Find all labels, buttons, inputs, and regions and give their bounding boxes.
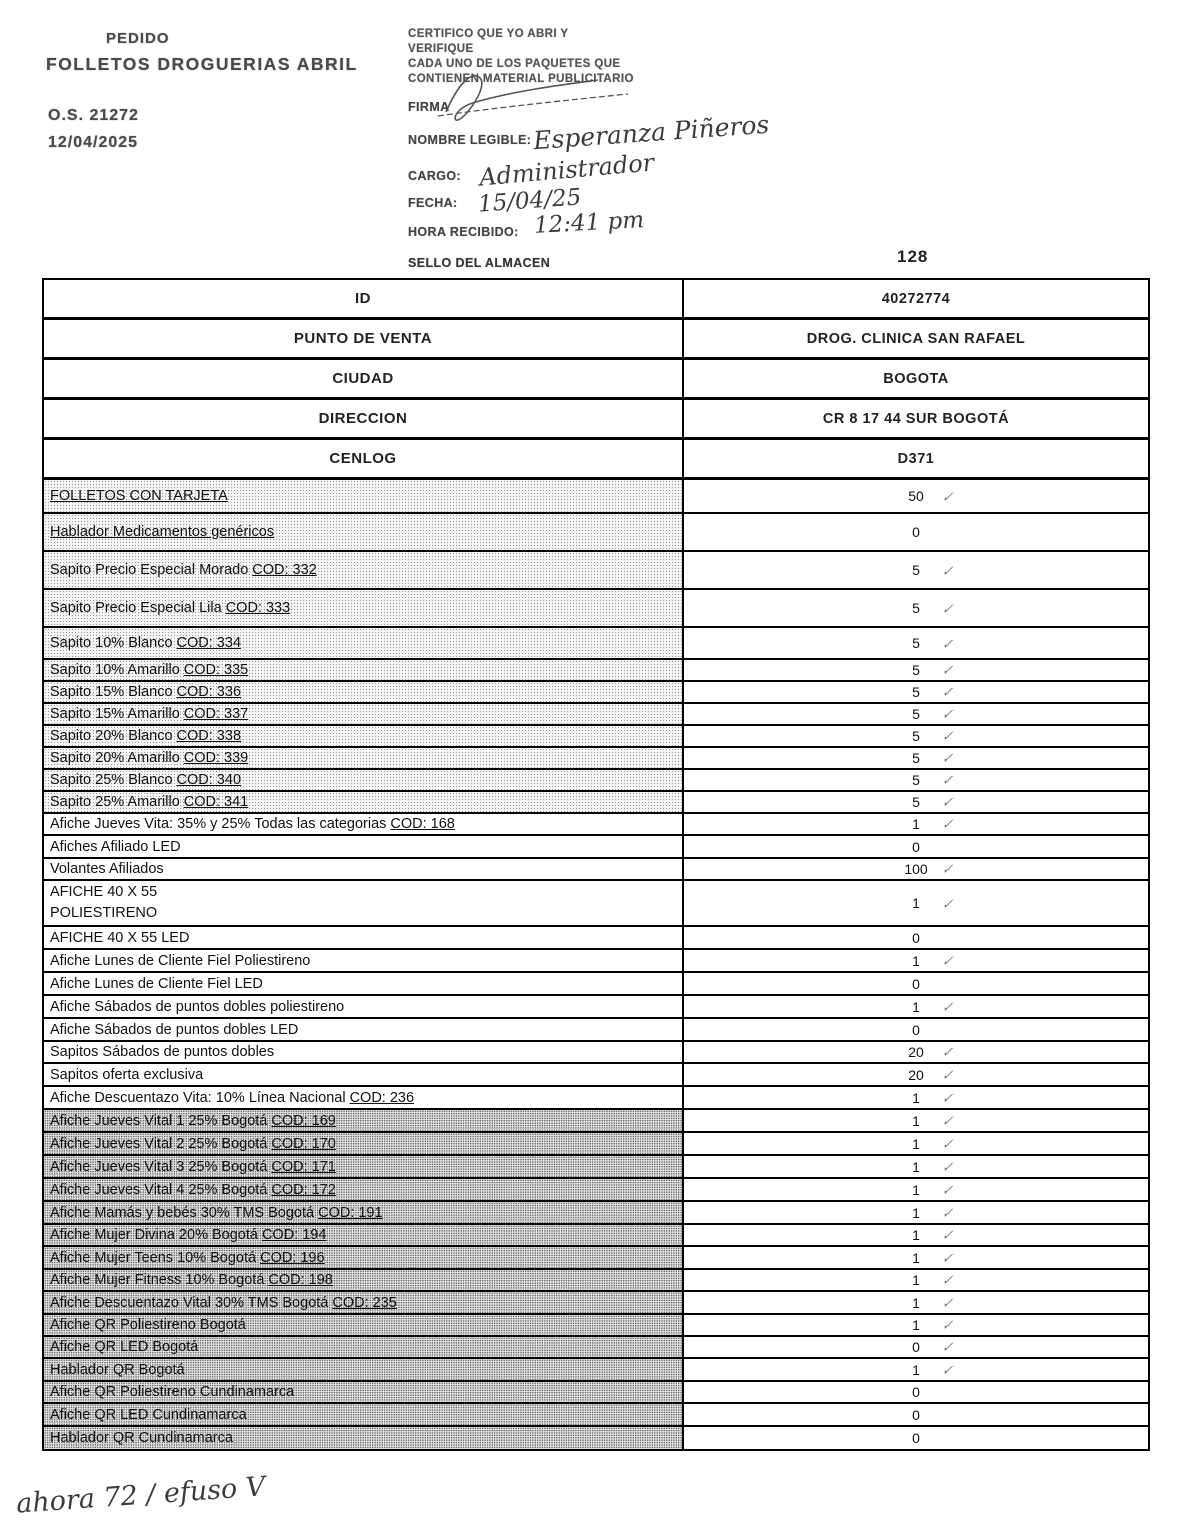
item-cod: COD: 198 (268, 1272, 333, 1288)
item-quantity-cell (682, 859, 1148, 879)
table-row (44, 1315, 1148, 1337)
item-name: AFICHE 40 X 55 LED (50, 929, 190, 946)
item-quantity-cell (682, 682, 1148, 702)
item-quantity-cell (682, 514, 1148, 550)
item-name: Afiches Afiliado LED (50, 838, 181, 855)
item-quantity-cell (682, 1404, 1148, 1425)
item-cod: COD: 336 (176, 684, 242, 700)
item-name: Afiche QR LED Cundinamarca (44, 1404, 682, 1425)
item-quantity: 1 (912, 1158, 920, 1175)
item-quantity-cell (682, 973, 1148, 994)
handwritten-check-icon: ✓ (941, 999, 954, 1016)
handwritten-check-icon: ✓ (941, 750, 954, 768)
table-row (44, 1019, 1148, 1042)
item-quantity: 0 (912, 929, 920, 946)
sello-almacen-label: SELLO DEL ALMACEN (408, 256, 551, 270)
signature-scribble-icon (428, 64, 668, 124)
info-value: DROG. CLINICA SAN RAFAEL (682, 320, 1148, 357)
handwritten-check-icon: ✓ (941, 1113, 954, 1130)
document-type: PEDIDO (106, 30, 170, 47)
item-quantity-cell (682, 1042, 1148, 1062)
item-name: Afiche QR Poliestireno Cundinamarca (44, 1382, 682, 1402)
item-quantity: 1 (912, 1181, 920, 1198)
item-cod: COD: 333 (225, 600, 291, 616)
item-quantity-cell (682, 927, 1148, 948)
item-cod: COD: 335 (183, 662, 249, 678)
fecha-label: FECHA: (408, 196, 458, 210)
handwritten-check-icon: ✓ (941, 1250, 954, 1267)
item-quantity: 1 (912, 952, 920, 969)
item-name: Afiche Jueves Vital 2 25% Bogotá COD: 170 (44, 1133, 682, 1154)
table-row (44, 660, 1148, 682)
item-quantity-cell (682, 1315, 1148, 1335)
table-row (44, 1087, 1148, 1110)
item-quantity: 0 (912, 838, 920, 855)
item-name: Volantes Afiliados (50, 861, 164, 877)
item-quantity: 0 (912, 1021, 920, 1038)
item-quantity: 0 (912, 1339, 920, 1355)
item-quantity: 5 (912, 635, 920, 651)
item-quantity-cell (682, 1359, 1148, 1380)
item-name: Sapitos oferta exclusiva (50, 1066, 204, 1083)
item-name: Afiche QR Poliestireno Bogotá (44, 1315, 682, 1335)
item-quantity: 5 (912, 750, 920, 766)
table-row (44, 1064, 1148, 1087)
item-quantity: 1 (912, 1204, 920, 1221)
item-quantity: 20 (908, 1066, 924, 1083)
handwritten-check-icon: ✓ (941, 1090, 954, 1107)
item-name: Hablador QR Bogotá (44, 1359, 682, 1380)
item-cod: COD: 171 (271, 1158, 336, 1175)
item-quantity-cell (682, 628, 1148, 658)
handwritten-check-icon: ✓ (941, 953, 954, 970)
item-quantity-cell (682, 770, 1148, 790)
certification-line: CADA UNO DE LOS PAQUETES QUE (408, 58, 621, 70)
item-name: Sapito 25% Blanco COD: 340 (44, 770, 682, 790)
nombre-handwritten-value: Esperanza Piñeros (532, 109, 771, 156)
table-row (44, 748, 1148, 770)
item-name: Afiche Jueves Vital 3 25% Bogotá COD: 171 (44, 1156, 682, 1177)
item-cod: COD: 196 (260, 1249, 325, 1266)
handwritten-check-icon: ✓ (941, 1362, 954, 1379)
handwritten-check-icon: ✓ (941, 1136, 954, 1153)
item-quantity-cell (682, 1225, 1148, 1245)
item-quantity-cell (682, 792, 1148, 812)
item-quantity: 5 (912, 706, 920, 722)
table-row (44, 859, 1148, 881)
item-quantity-cell (682, 1087, 1148, 1108)
item-quantity: 1 (912, 1227, 920, 1243)
item-name: AFICHE 40 X 55 POLIESTIRENO (50, 884, 158, 921)
item-name: Afiche Mujer Divina 20% Bogotá COD: 194 (44, 1225, 682, 1245)
info-label: DIRECCION (318, 410, 408, 427)
item-quantity-cell (682, 1202, 1148, 1223)
campaign-title: FOLLETOS DROGUERIAS ABRIL (46, 54, 358, 74)
item-name: Sapito 10% Amarillo COD: 335 (44, 660, 682, 680)
table-row (44, 1337, 1148, 1359)
table-row (44, 996, 1148, 1019)
info-row (44, 360, 1148, 400)
info-row (44, 440, 1148, 480)
item-quantity-cell (682, 996, 1148, 1017)
info-value: 40272774 (682, 280, 1148, 317)
info-label: ID (355, 290, 371, 307)
item-quantity-cell (682, 1133, 1148, 1154)
table-row (44, 1270, 1148, 1292)
item-quantity-cell (682, 1019, 1148, 1040)
item-name: Afiche Descuentazo Vital 30% TMS Bogotá COD: 235 (44, 1292, 682, 1313)
handwritten-check-icon: ✓ (941, 1339, 954, 1357)
table-row (44, 704, 1148, 726)
order-date: 12/04/2025 (48, 134, 139, 151)
item-quantity: 0 (912, 1406, 920, 1423)
item-quantity-cell (682, 1292, 1148, 1313)
item-quantity: 0 (912, 1430, 920, 1446)
handwritten-check-icon: ✓ (941, 636, 954, 653)
item-quantity: 20 (908, 1044, 924, 1060)
item-quantity: 1 (912, 1249, 920, 1266)
item-quantity-cell (682, 881, 1148, 925)
item-quantity: 5 (912, 662, 920, 678)
table-row (44, 1179, 1148, 1202)
item-quantity-cell (682, 590, 1148, 626)
handwritten-check-icon: ✓ (941, 794, 954, 812)
info-rows-body (44, 280, 1148, 480)
item-cod: COD: 340 (176, 772, 242, 788)
table-row (44, 1382, 1148, 1404)
certification-line: CERTIFICO QUE YO ABRI Y (408, 28, 569, 40)
hora-handwritten-value: 12:41 pm (533, 207, 645, 239)
item-quantity: 0 (912, 524, 920, 540)
table-row (44, 1404, 1148, 1427)
item-quantity-cell (682, 1382, 1148, 1402)
item-quantity: 1 (912, 1272, 920, 1288)
table-row (44, 770, 1148, 792)
table-row (44, 1156, 1148, 1179)
item-quantity: 1 (912, 1135, 920, 1152)
item-name: Afiche Jueves Vital 1 25% Bogotá COD: 169 (44, 1110, 682, 1131)
nombre-legible-label: NOMBRE LEGIBLE: (408, 133, 532, 147)
item-cod: COD: 191 (318, 1204, 383, 1221)
item-quantity: 5 (912, 772, 920, 788)
item-name: Sapito 20% Blanco COD: 338 (44, 726, 682, 746)
handwritten-check-icon: ✓ (941, 684, 954, 702)
handwritten-check-icon: ✓ (941, 728, 954, 746)
item-name: Sapito 15% Amarillo COD: 337 (44, 704, 682, 724)
item-name: FOLLETOS CON TARJETA (44, 480, 682, 512)
handwritten-check-icon: ✓ (941, 1182, 954, 1199)
item-name: Sapito 25% Amarillo COD: 341 (44, 792, 682, 812)
firma-label: FIRMA (408, 100, 450, 114)
handwritten-check-icon: ✓ (941, 1205, 954, 1222)
table-row (44, 1133, 1148, 1156)
info-row (44, 320, 1148, 360)
item-quantity: 50 (908, 488, 924, 504)
item-name: Hablador Medicamentos genéricos (44, 514, 682, 550)
info-row (44, 400, 1148, 440)
table-row (44, 1292, 1148, 1315)
table-row (44, 726, 1148, 748)
item-quantity: 1 (912, 1294, 920, 1311)
item-name: Sapito Precio Especial Lila COD: 333 (44, 590, 682, 626)
cargo-label: CARGO: (408, 169, 462, 183)
item-name: Afiche Sábados de puntos dobles poliestireno (50, 998, 345, 1015)
item-quantity: 1 (912, 1112, 920, 1129)
cargo-handwritten-value: Administrador (478, 148, 656, 192)
item-quantity-cell (682, 814, 1148, 834)
table-row (44, 1427, 1148, 1449)
item-quantity: 0 (912, 975, 920, 992)
item-quantity-cell (682, 660, 1148, 680)
item-name: Afiche Jueves Vita: 35% y 25% Todas las categorias COD: 168 (50, 816, 455, 832)
item-name: Sapito Precio Especial Morado COD: 332 (44, 552, 682, 588)
info-label: PUNTO DE VENTA (293, 330, 433, 347)
item-cod: COD: 341 (183, 794, 249, 810)
item-name: Afiche Jueves Vital 4 25% Bogotá COD: 172 (44, 1179, 682, 1200)
items-body (44, 480, 1148, 1449)
item-name: Afiche Lunes de Cliente Fiel LED (50, 975, 263, 992)
info-value: D371 (682, 440, 1148, 477)
item-cod: COD: 194 (261, 1227, 327, 1243)
handwritten-check-icon: ✓ (941, 1295, 954, 1312)
handwritten-check-icon: ✓ (941, 1044, 954, 1062)
table-row (44, 950, 1148, 973)
item-quantity-cell (682, 1179, 1148, 1200)
item-quantity-cell (682, 704, 1148, 724)
item-name: Afiche QR LED Bogotá (44, 1337, 682, 1357)
handwritten-check-icon: ✓ (941, 861, 954, 879)
item-quantity: 1 (912, 816, 920, 832)
item-quantity: 1 (912, 895, 920, 911)
item-quantity: 1 (912, 1317, 920, 1333)
handwritten-check-icon: ✓ (941, 772, 954, 790)
item-name: Afiche Mujer Teens 10% Bogotá COD: 196 (44, 1247, 682, 1268)
table-row (44, 927, 1148, 950)
handwritten-check-icon: ✓ (941, 1272, 954, 1290)
handwritten-check-icon: ✓ (941, 1067, 954, 1084)
table-row (44, 552, 1148, 590)
handwritten-check-icon: ✓ (941, 662, 954, 680)
item-quantity: 5 (912, 684, 920, 700)
item-quantity-cell (682, 1270, 1148, 1290)
item-quantity: 5 (912, 600, 920, 616)
item-quantity-cell (682, 480, 1148, 512)
handwritten-check-icon: ✓ (941, 489, 954, 506)
item-quantity-cell (682, 950, 1148, 971)
item-name: Afiche Sábados de puntos dobles LED (50, 1021, 299, 1038)
item-cod: COD: 337 (183, 706, 249, 722)
item-quantity: 100 (904, 861, 928, 877)
table-row (44, 814, 1148, 836)
table-row (44, 1202, 1148, 1225)
item-cod: COD: 235 (332, 1294, 397, 1311)
item-quantity-cell (682, 1337, 1148, 1357)
item-cod: COD: 172 (271, 1181, 336, 1198)
handwritten-check-icon: ✓ (941, 1317, 954, 1335)
item-name: Sapito 10% Blanco COD: 334 (44, 628, 682, 658)
item-quantity: 1 (912, 998, 920, 1015)
info-label: CIUDAD (332, 370, 394, 387)
info-value: BOGOTA (682, 360, 1148, 397)
order-number: O.S. 21272 (48, 107, 139, 124)
table-row (44, 514, 1148, 552)
item-cod: COD: 169 (271, 1112, 336, 1129)
handwritten-check-icon: ✓ (941, 897, 954, 914)
table-row (44, 836, 1148, 859)
item-quantity-cell (682, 1427, 1148, 1449)
item-quantity: 5 (912, 562, 920, 578)
item-name: Sapito 20% Amarillo COD: 339 (44, 748, 682, 768)
item-quantity-cell (682, 1247, 1148, 1268)
item-cod: COD: 168 (390, 816, 455, 832)
table-row (44, 1247, 1148, 1270)
hora-recibido-label: HORA RECIBIDO: (408, 225, 519, 239)
table-row (44, 628, 1148, 660)
item-quantity-cell (682, 836, 1148, 857)
handwritten-check-icon: ✓ (941, 601, 954, 618)
info-row (44, 280, 1148, 320)
item-name: Afiche Mujer Fitness 10% Bogotá COD: 198 (44, 1270, 682, 1290)
handwritten-check-icon: ✓ (941, 816, 954, 834)
delivery-table (42, 278, 1150, 1451)
item-name: Sapito 15% Blanco COD: 336 (44, 682, 682, 702)
item-quantity-cell (682, 1110, 1148, 1131)
item-name: Sapitos Sábados de puntos dobles (50, 1044, 275, 1060)
item-quantity: 1 (912, 1089, 920, 1106)
table-row (44, 682, 1148, 704)
item-quantity-cell (682, 726, 1148, 746)
table-row (44, 1359, 1148, 1382)
item-quantity-cell (682, 1156, 1148, 1177)
item-quantity-cell (682, 552, 1148, 588)
handwritten-check-icon: ✓ (941, 1159, 954, 1176)
item-cod: COD: 236 (349, 1089, 415, 1106)
item-quantity: 1 (912, 1361, 920, 1378)
item-cod: COD: 339 (183, 750, 249, 766)
table-row (44, 1225, 1148, 1247)
table-row (44, 1042, 1148, 1064)
handwritten-check-icon: ✓ (941, 1227, 954, 1245)
table-row (44, 590, 1148, 628)
table-row (44, 973, 1148, 996)
certification-line: VERIFIQUE (408, 43, 474, 55)
table-row (44, 1110, 1148, 1133)
item-name: Afiche Mamás y bebés 30% TMS Bogotá COD: 191 (44, 1202, 682, 1223)
handwritten-check-icon: ✓ (941, 706, 954, 724)
item-quantity: 5 (912, 794, 920, 810)
certification-line: CONTIENEN MATERIAL PUBLICITARIO (408, 73, 634, 85)
item-quantity: 5 (912, 728, 920, 744)
item-name: Afiche Lunes de Cliente Fiel Poliestireno (50, 952, 311, 969)
item-quantity-cell (682, 748, 1148, 768)
table-row (44, 881, 1148, 927)
table-row (44, 480, 1148, 514)
info-value: CR 8 17 44 SUR BOGOTÁ (682, 400, 1148, 437)
footer-handwritten-note: ahora 72 / efuso V (15, 1471, 267, 1520)
item-name: Hablador QR Cundinamarca (44, 1427, 682, 1449)
item-cod: COD: 334 (176, 635, 242, 651)
item-name: Afiche Descuentazo Vita: 10% Línea Nacional COD: 236 (50, 1089, 415, 1106)
item-cod: COD: 332 (252, 562, 317, 578)
table-row (44, 792, 1148, 814)
item-cod: COD: 170 (271, 1135, 336, 1152)
item-quantity: 0 (912, 1384, 920, 1400)
fecha-handwritten-value: 15/04/25 (477, 184, 583, 218)
page-number: 128 (897, 247, 929, 266)
item-cod: COD: 338 (176, 728, 242, 744)
item-quantity-cell (682, 1064, 1148, 1085)
info-label: CENLOG (329, 450, 397, 467)
handwritten-check-icon: ✓ (941, 563, 954, 580)
